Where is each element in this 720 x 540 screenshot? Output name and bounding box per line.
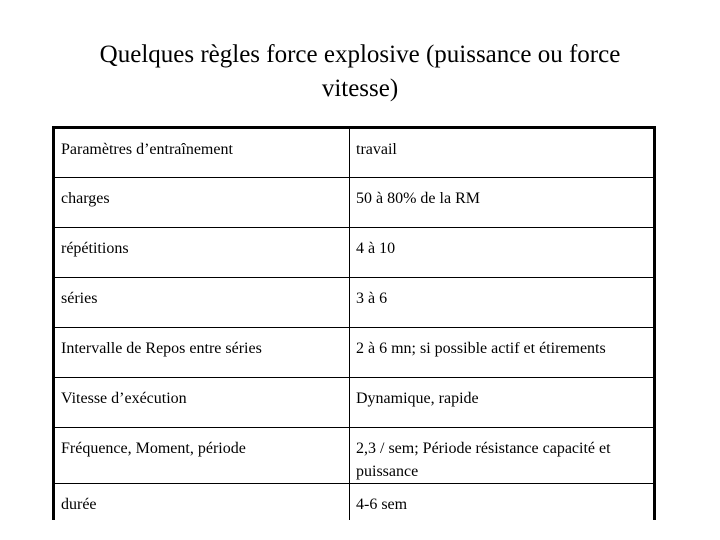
table-cell-value: Dynamique, rapide bbox=[350, 378, 655, 428]
slide-title bbox=[40, 38, 680, 106]
table-row bbox=[54, 228, 655, 278]
table-cell-value: 4 à 10 bbox=[350, 228, 655, 278]
table-cell-param: Paramètres d’entraînement bbox=[54, 128, 350, 178]
table-cell-value: travail bbox=[350, 128, 655, 178]
table-row bbox=[54, 378, 655, 428]
table-cell-param: Fréquence, Moment, période bbox=[54, 428, 350, 484]
table-cell-value: 2 à 6 mn; si possible actif et étirements bbox=[350, 328, 655, 378]
table-cell-value: 2,3 / sem; Période résistance capacité et puissance bbox=[350, 428, 655, 484]
slide-title-line-1: Quelques règles force explosive (puissance ou force bbox=[99, 41, 621, 68]
table-cell-value: 4-6 sem bbox=[350, 484, 655, 520]
table-cell-value: 50 à 80% de la RM bbox=[350, 178, 655, 228]
table-row bbox=[54, 328, 655, 378]
table-cell-param: charges bbox=[54, 178, 350, 228]
table-row bbox=[54, 178, 655, 228]
slide-title-line-2: vitesse) bbox=[321, 75, 399, 102]
table-row bbox=[54, 128, 655, 178]
table-cell-param: séries bbox=[54, 278, 350, 328]
table-row bbox=[54, 428, 655, 484]
table-cell-param: Intervalle de Repos entre séries bbox=[54, 328, 350, 378]
table-row bbox=[54, 484, 655, 520]
training-rules-table bbox=[52, 126, 656, 520]
table-cell-param: durée bbox=[54, 484, 350, 520]
table-cell-value: 3 à 6 bbox=[350, 278, 655, 328]
table-cell-param: répétitions bbox=[54, 228, 350, 278]
table-cell-param: Vitesse d’exécution bbox=[54, 378, 350, 428]
table-row bbox=[54, 278, 655, 328]
